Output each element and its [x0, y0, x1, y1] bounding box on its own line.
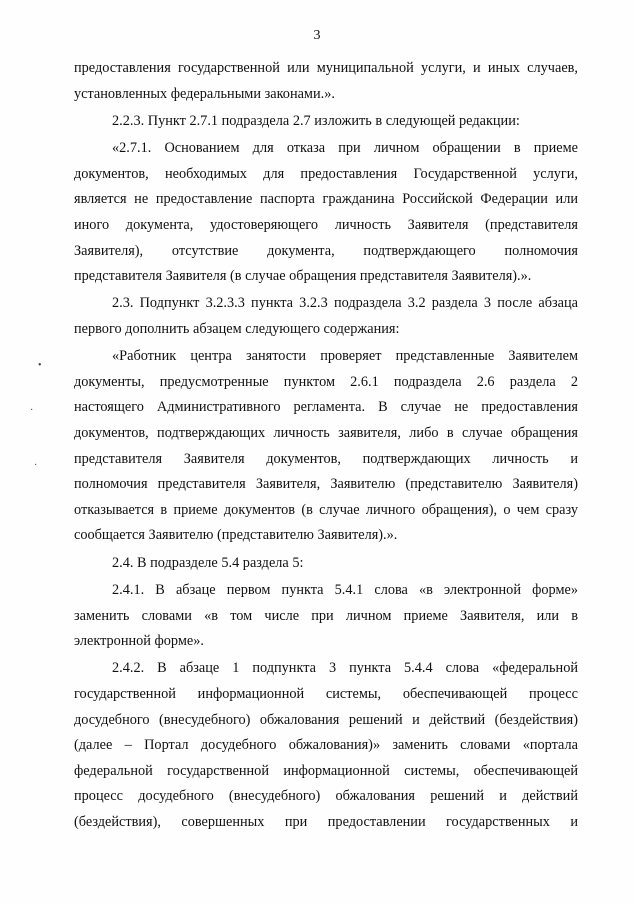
text-line: 2.4.1. В абзаце первом пункта 5.4.1 слова «в электронной форме» — [112, 582, 578, 598]
text-line: отказывается в приеме документов (в случае личного обращения), о чем сразу — [74, 501, 578, 518]
text-line: документы, предусмотренные пунктом 2.6.1 подраздела 2.6 раздела 2 — [74, 373, 578, 390]
scan-speck: • — [38, 360, 42, 371]
text-line: 2.3. Подпункт 3.2.3.3 пункта 3.2.3 подраздела 3.2 раздела 3 после абзаца — [112, 295, 578, 312]
text-line: документов, подтверждающих личность заявителя, либо в случае обращения — [74, 425, 578, 442]
paragraph-employee-quote — [74, 344, 578, 549]
text-line: заменить словами «в том числе при личном приеме Заявителя, или в — [74, 607, 578, 624]
scan-speck: · — [30, 405, 34, 416]
text-line: государственной информационной системы, обеспечивающей процесс — [74, 686, 578, 703]
text-line: электронной форме». — [74, 633, 204, 650]
scan-speck: · — [34, 460, 38, 471]
paragraph-continuation — [74, 56, 578, 107]
paragraph-2-7-1-quote — [74, 136, 578, 290]
text-line: 2.4.2. В абзаце 1 подпункта 3 пункта 5.4.4 слова «федеральной — [112, 660, 578, 677]
document-body — [74, 56, 578, 837]
text-line: 2.2.3. Пункт 2.7.1 подраздела 2.7 изложить в следующей редакции: — [112, 112, 520, 129]
paragraph-2-2-3 — [74, 109, 578, 135]
paragraph-2-4-2 — [74, 656, 578, 835]
paragraph-2-4-1 — [74, 578, 578, 655]
text-line: досудебного (внесудебного) обжалования решений и действий (бездействия) — [74, 711, 578, 728]
text-line: процесс досудебного (внесудебного) обжалования решений и действий — [74, 788, 578, 805]
text-line: полномочия представителя Заявителя, Заявителю (представителю Заявителя) — [74, 476, 578, 493]
text-line: иного документа, удостоверяющего личность Заявителя (представителя — [74, 216, 578, 233]
text-line: «2.7.1. Основанием для отказа при личном обращении в приеме — [112, 140, 578, 157]
text-line: предоставления государственной или муниципальной услуги, и иных случаев, — [74, 60, 578, 76]
text-line: федеральной государственной информационной системы, обеспечивающей — [74, 762, 578, 779]
text-line: (далее – Портал досудебного обжалования)» заменить словами «портала — [74, 737, 578, 754]
text-line: настоящего Административного регламента. В случае не предоставления — [74, 399, 578, 416]
text-line: установленных федеральными законами.». — [74, 85, 335, 102]
text-line: (бездействия), совершенных при предоставлении государственных и — [74, 814, 578, 831]
text-line: Заявителя), отсутствие документа, подтверждающего полномочия — [74, 242, 578, 259]
paragraph-2-4 — [74, 551, 578, 577]
text-line: 2.4. В подразделе 5.4 раздела 5: — [112, 554, 304, 571]
text-line: первого дополнить абзацем следующего содержания: — [74, 321, 400, 337]
text-line: является не предоставление паспорта гражданина Российской Федерации или — [74, 191, 578, 208]
page-number: 3 — [313, 28, 321, 43]
text-line: документов, необходимых для предоставления Государственной услуги, — [74, 165, 578, 182]
text-line: «Работник центра занятости проверяет представленные Заявителем — [112, 348, 578, 365]
paragraph-2-3 — [74, 291, 578, 342]
text-line: представителя Заявителя документов, подтверждающих личность и — [74, 450, 578, 467]
text-line: сообщается Заявителю (представителю Заявителя).». — [74, 527, 398, 544]
text-line: представителя Заявителя (в случае обращения представителя Заявителя).». — [74, 268, 532, 285]
